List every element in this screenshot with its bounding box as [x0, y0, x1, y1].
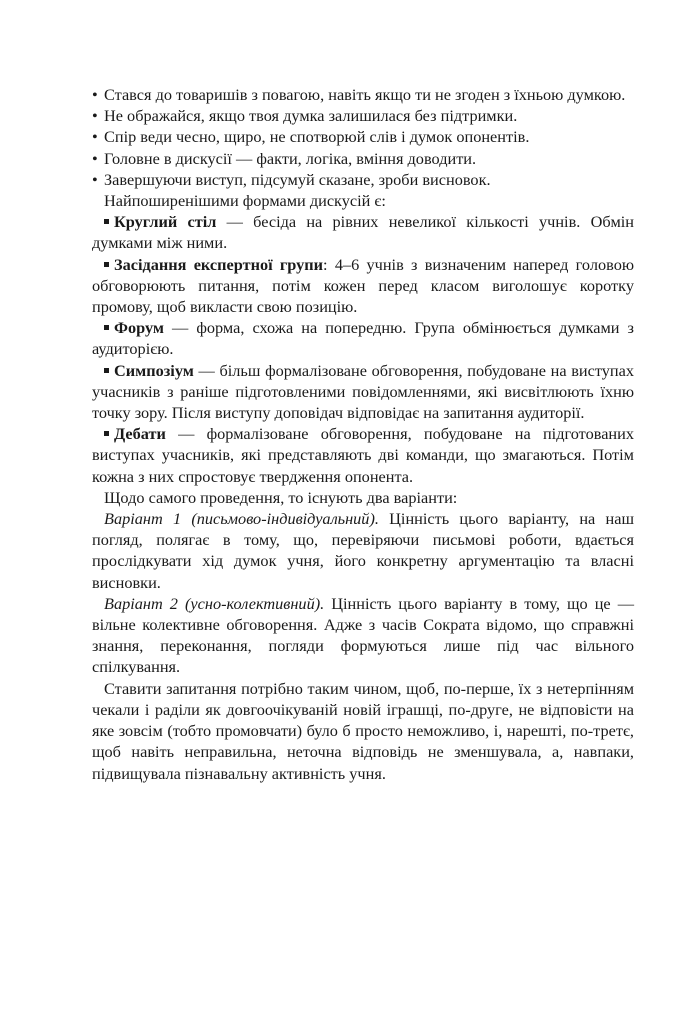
form-text: — більш формалізоване обговорення, побудоване на виступах учасників з раніше підготовленими повідомленнями, які висвітлюють їхню точку зору. Після виступу доповідач відповідає на запитання аудиторії. — [92, 360, 634, 423]
form-text: — формалізоване обговорення, побудоване на підготованих виступах учасників, які представляють дві команди, що змагаються. Потім кожна з них спростовує твердження опонента. — [92, 424, 634, 486]
page-body — [92, 84, 634, 784]
form-item — [92, 360, 634, 424]
form-item — [92, 211, 634, 253]
variant-text: Цінність цього варіанту, на наш погляд, полягає в тому, що, перевіряючи письмові роботи, вдається прослідкувати хід думок учня, його конкретну аргументацію та власні висновки. — [92, 509, 634, 592]
rule-item: • Головне в дискусії — факти, логіка, вміння доводити. — [92, 148, 634, 169]
square-bullet-icon — [104, 368, 109, 373]
variant-text: Цінність цього варіанту в тому, що це — вільне колективне обговорення. Адже з часів Сократа відомо, що справжні знання, переконання, погляди формуються лише під час вільного спілкування. — [92, 593, 634, 677]
square-bullet-icon — [104, 219, 109, 224]
closing-paragraph: Ставити запитання потрібно таким чином, щоб, по-перше, їх з нетерпінням чекали і раділи як довгоочікуваній новій іграшці, по-друге, не відповісти на яке зовсім (тобто промовчати) було б просто неможливо, і, нарешті, по-третє, щоб навіть неправильна, неточна відповідь не зменшувала, а, навпаки, підвищувала пізнавальну активність учня. — [92, 678, 634, 783]
variant-label: Варіант 2 (усно-колективний). — [104, 593, 325, 613]
form-item — [92, 317, 634, 359]
form-text: — форма, схожа на попередню. Група обмінюється думками з аудиторією. — [92, 318, 634, 359]
variant-paragraph — [92, 593, 634, 678]
form-term: Дебати — [114, 424, 166, 444]
form-item — [92, 423, 634, 487]
form-term: Форум — [114, 318, 164, 338]
square-bullet-icon — [104, 262, 109, 267]
square-bullet-icon — [104, 325, 109, 330]
form-text: — бесіда на рівних невеликої кількості учнів. Обмін думками між ними. — [92, 212, 634, 253]
form-text: : 4–6 учнів з визначеним наперед головою обговорюють питання, потім кожен перед класом виголошує коротку промову, щоб викласти свою позицію. — [92, 254, 634, 317]
variant-label: Варіант 1 (письмово-індивідуальний). — [104, 509, 379, 529]
form-term: Симпозіум — [114, 360, 194, 380]
variants-intro: Щодо самого проведення, то існують два варіанти: — [104, 487, 458, 507]
rule-item: • Стався до товаришів з повагою, навіть якщо ти не згоден з їхньою думкою. — [92, 84, 634, 105]
square-bullet-icon — [104, 431, 109, 436]
form-item — [92, 254, 634, 318]
rule-item: • Завершуючи виступ, підсумуй сказане, зроби висновок. — [92, 169, 634, 190]
variant-paragraph — [92, 508, 634, 593]
rule-item: • Спір веди чесно, щиро, не спотворюй слів і думок опонентів. — [92, 126, 634, 147]
rule-item: • Не ображайся, якщо твоя думка залишилася без підтримки. — [92, 105, 634, 126]
form-term: Круглий стіл — [114, 212, 217, 232]
form-term: Засідання експертної групи — [114, 254, 324, 274]
forms-intro: Найпоширенішими формами дискусій є: — [104, 191, 386, 211]
